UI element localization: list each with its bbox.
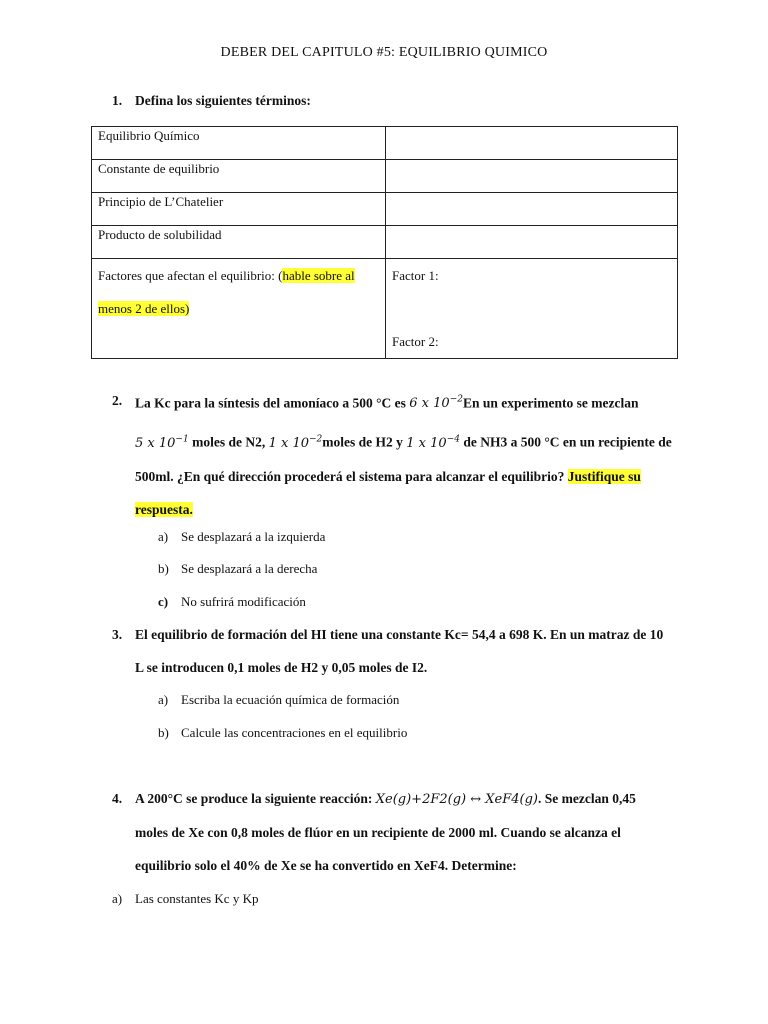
factors-highlight: hable sobre al [282, 268, 355, 283]
question-2-line-1 [135, 384, 695, 420]
math-base: 1 x 10 [406, 435, 447, 451]
question-2-number: 2. [112, 393, 123, 408]
q2-text-part: de NH3 a 500 °C en un recipiente de [459, 434, 672, 450]
highlight-response: respuesta. [135, 501, 193, 517]
factor-2-label: Factor 2: [392, 334, 439, 349]
math-expression [406, 436, 460, 451]
q2-option-a[interactable] [158, 529, 325, 545]
question-4-line-3: equilibrio solo el 40% de Xe se ha convertido en XeF4. Determine: [135, 858, 517, 873]
option-letter: a) [112, 891, 123, 906]
table-row [92, 226, 678, 259]
term-cell: Equilibrio Químico [92, 127, 386, 160]
factors-answer-cell[interactable] [386, 259, 678, 359]
q4-sub-a [112, 891, 258, 907]
question-1-number: 1. [112, 93, 123, 108]
question-2-line-4 [135, 493, 695, 526]
q2-option-c[interactable] [158, 594, 306, 610]
answer-cell[interactable] [386, 127, 678, 160]
table-row-factors [92, 259, 678, 359]
option-letter: a) [158, 692, 169, 707]
option-letter: c) [158, 594, 169, 609]
answer-cell[interactable] [386, 193, 678, 226]
q2-text-part: moles de N2, [188, 434, 269, 450]
math-base: 6 x 10 [409, 396, 450, 412]
term-cell: Constante de equilibrio [92, 160, 386, 193]
definitions-table [91, 126, 678, 359]
question-3-line-1: El equilibrio de formación del HI tiene una constante Kc= 54,4 a 698 K. En un matraz de 10 [135, 627, 664, 642]
factors-cell [92, 259, 386, 359]
q2-text-part: En un experimento se mezclan [462, 395, 639, 411]
math-base: 1 x 10 [268, 435, 309, 451]
factor-1-label: Factor 1: [392, 268, 439, 283]
question-2-text [135, 384, 695, 526]
factors-highlight-cont: menos 2 de ellos) [98, 301, 190, 316]
highlight-justify: Justifique su [567, 468, 641, 484]
math-base: 5 x 10 [135, 435, 176, 451]
term-cell: Principio de L’Chatelier [92, 193, 386, 226]
reaction-equation: Xe(g)+2F2(g) ↔ XeF4(g) [375, 792, 538, 807]
option-text: No sufrirá modificación [181, 594, 306, 609]
question-3-text [135, 618, 695, 684]
q2-text-part: moles de H2 y [322, 434, 407, 450]
table-row [92, 193, 678, 226]
answer-cell[interactable] [386, 226, 678, 259]
math-exponent: −2 [449, 395, 463, 405]
q2-text-part: La Kc para la síntesis del amoníaco a 500 °C es [135, 395, 410, 411]
term-cell: Producto de solubilidad [92, 226, 386, 259]
math-exponent: −2 [309, 434, 323, 445]
option-text: Escriba la ecuación química de formación [181, 692, 400, 707]
option-letter: a) [158, 529, 169, 544]
question-2-line-2 [135, 423, 695, 459]
question-3-number: 3. [112, 627, 123, 642]
math-expression [135, 436, 189, 451]
option-letter: b) [158, 725, 169, 740]
question-2-line-3 [135, 460, 695, 493]
q4-text-part: A 200°C se produce la siguiente reacción: [135, 791, 376, 806]
answer-cell[interactable] [386, 160, 678, 193]
option-text: Se desplazará a la derecha [181, 561, 318, 576]
option-text: Las constantes Kc y Kp [135, 891, 259, 906]
question-3-line-2: L se introducen 0,1 moles de H2 y 0,05 moles de I2. [135, 660, 428, 675]
question-4-number: 4. [112, 791, 123, 806]
q3-option-a[interactable] [158, 692, 399, 708]
question-4-text [135, 782, 695, 882]
option-text: Calcule las concentraciones en el equilibrio [181, 725, 408, 740]
option-text: Se desplazará a la izquierda [181, 529, 326, 544]
option-letter: b) [158, 561, 169, 576]
math-expression [409, 396, 463, 411]
q4-text-part: . Se mezclan 0,45 [537, 791, 636, 806]
table-row [92, 127, 678, 160]
math-exponent: −4 [446, 434, 460, 445]
q2-option-b[interactable] [158, 561, 317, 577]
q3-option-b[interactable] [158, 725, 407, 741]
factors-label: Factores que afectan el equilibrio: ( [98, 268, 283, 283]
math-exponent: −1 [175, 434, 189, 445]
math-expression [269, 436, 323, 451]
question-1-text: Defina los siguientes términos: [135, 93, 311, 108]
q2-text-part: 500ml. ¿En qué dirección procederá el sistema para alcanzar el equilibrio? [135, 468, 568, 484]
table-row [92, 160, 678, 193]
question-4-line-2: moles de Xe con 0,8 moles de flúor en un recipiente de 2000 ml. Cuando se alcanza el [135, 825, 621, 840]
question-4-line-1 [135, 782, 695, 816]
document-title: DEBER DEL CAPITULO #5: EQUILIBRIO QUIMICO [220, 45, 548, 60]
